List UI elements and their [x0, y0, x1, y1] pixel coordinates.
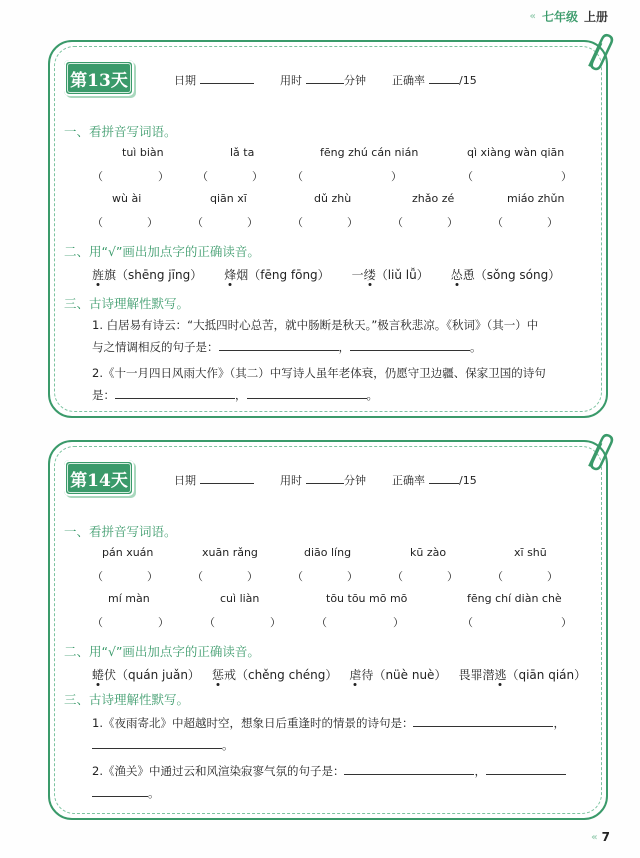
volume-label: 上册 [583, 10, 608, 24]
pinyin-item: pán xuán [102, 546, 154, 559]
answer-line[interactable] [247, 386, 367, 399]
accuracy-field[interactable] [429, 472, 459, 484]
reading-row [92, 666, 586, 683]
answer-line[interactable] [115, 386, 235, 399]
reading-item[interactable]: 一缕（liǔ lǚ） [351, 268, 429, 282]
section-1-title: 一、看拼音写词语。 [64, 124, 177, 139]
question-2: 2.《十一月四日风雨大作》（其二）中写诗人虽年老体衰，仍愿守卫边疆、保家卫国的诗句 是： ， 。 [92, 366, 546, 402]
section-2-title: 二、用“√”画出加点字的正确读音。 [64, 644, 260, 659]
accuracy-field[interactable] [429, 72, 459, 84]
reading-row [92, 266, 560, 283]
date-label: 日期 [174, 74, 196, 87]
pinyin-item: miáo zhǔn [507, 192, 565, 205]
answer-line[interactable] [413, 714, 553, 727]
page-header [530, 8, 609, 25]
pinyin-item: mí màn [108, 592, 150, 605]
section-2-title: 二、用“√”画出加点字的正确读音。 [64, 244, 260, 259]
double-chevron-icon: « [529, 11, 536, 22]
minutes-label: 分钟 [344, 474, 366, 487]
meta-row [174, 472, 477, 488]
answer-blank[interactable]: （ ） [204, 616, 281, 629]
answer-line[interactable] [219, 338, 339, 351]
date-label: 日期 [174, 474, 196, 487]
reading-item[interactable]: 惩戒（chěng chéng） [211, 668, 338, 682]
pinyin-item: zhǎo zé [412, 192, 455, 205]
pinyin-item: qì xiàng wàn qiān [467, 146, 565, 159]
pinyin-item: cuì liàn [220, 592, 260, 605]
answer-line[interactable] [344, 762, 474, 775]
answer-blank[interactable]: （ ） [192, 216, 258, 229]
section-1-title: 一、看拼音写词语。 [64, 524, 177, 539]
page-number: 7 [601, 830, 610, 844]
answer-blank[interactable]: （ ） [92, 570, 158, 583]
card-inner-border [54, 446, 602, 814]
pinyin-item: dǔ zhù [314, 192, 352, 205]
pinyin-item: kū zào [410, 546, 447, 559]
section-3-title: 三、古诗理解性默写。 [64, 296, 190, 311]
minutes-label: 分钟 [344, 74, 366, 87]
reading-item[interactable]: 畏罪潜逃（qiān qián） [458, 668, 587, 682]
pinyin-item: qiān xī [210, 192, 247, 205]
pinyin-item: fēng zhú cán nián [320, 146, 419, 159]
day-tag: 第14天 [64, 460, 134, 496]
pinyin-item: fēng chí diàn chè [467, 592, 562, 605]
paper-clip-icon [586, 430, 616, 476]
answer-blank[interactable]: （ ） [492, 216, 558, 229]
answer-blank[interactable]: （ ） [92, 170, 169, 183]
pinyin-item: wù ài [112, 192, 142, 205]
accuracy-total: /15 [459, 74, 477, 87]
answer-blank[interactable]: （ ） [492, 570, 558, 583]
answer-line[interactable] [92, 784, 148, 797]
answer-blank[interactable]: （ ） [92, 616, 169, 629]
answer-blank[interactable]: （ ） [462, 616, 572, 629]
answer-blank[interactable]: （ ） [292, 170, 402, 183]
time-label: 用时 [280, 74, 302, 87]
pinyin-item: tōu tōu mō mō [326, 592, 408, 605]
question-1: 1. 白居易有诗云：“大抵四时心总苦，就中肠断是秋天。”极言秋悲凉。《秋词》（其一）中 与之情调相反的句子是： ， 。 [92, 318, 539, 354]
question-1: 1.《夜雨寄北》中超越时空，想象日后重逢时的情景的诗句是： ， 。 [92, 716, 565, 752]
day-14-card [48, 440, 608, 820]
answer-blank[interactable]: （ ） [197, 170, 263, 183]
answer-line[interactable] [486, 762, 566, 775]
pinyin-item: diāo líng [304, 546, 352, 559]
answer-blank[interactable]: （ ） [462, 170, 572, 183]
paper-clip-icon [586, 30, 616, 76]
pinyin-item: lǎ ta [230, 146, 255, 159]
date-field[interactable] [200, 472, 254, 484]
page-footer [591, 830, 610, 844]
question-2: 2.《渔关》中通过云和风渲染寂寥气氛的句子是： ， 。 [92, 760, 592, 804]
day-tag: 第13天 [64, 60, 134, 96]
answer-blank[interactable]: （ ） [316, 616, 404, 629]
time-field[interactable] [306, 472, 344, 484]
pinyin-item: xuān rǎng [202, 546, 258, 559]
double-chevron-icon: « [591, 831, 598, 843]
answer-blank[interactable]: （ ） [92, 216, 158, 229]
day-13-card [48, 40, 608, 418]
grade-label: 七年级 [541, 10, 578, 24]
accuracy-label: 正确率 [392, 74, 425, 87]
pinyin-item: tuì biàn [122, 146, 164, 159]
reading-item[interactable]: 烽烟（fēng fōng） [224, 268, 330, 282]
reading-item[interactable]: 怂恿（sǒng sóng） [450, 268, 561, 282]
answer-blank[interactable]: （ ） [192, 570, 258, 583]
reading-item[interactable]: 蜷伏（quán juǎn） [92, 668, 200, 682]
accuracy-label: 正确率 [392, 474, 425, 487]
section-3-title: 三、古诗理解性默写。 [64, 692, 190, 707]
answer-line[interactable] [350, 338, 470, 351]
pinyin-item: xī shū [514, 546, 547, 559]
answer-blank[interactable]: （ ） [292, 570, 358, 583]
answer-blank[interactable]: （ ） [292, 216, 358, 229]
reading-item[interactable]: 旌旗（shēng jīng） [92, 268, 203, 282]
date-field[interactable] [200, 72, 254, 84]
reading-item[interactable]: 虐待（nüè nuè） [349, 668, 447, 682]
answer-blank[interactable]: （ ） [392, 570, 458, 583]
meta-row [174, 72, 477, 88]
time-label: 用时 [280, 474, 302, 487]
accuracy-total: /15 [459, 474, 477, 487]
time-field[interactable] [306, 72, 344, 84]
answer-blank[interactable]: （ ） [392, 216, 458, 229]
answer-line[interactable] [92, 736, 222, 749]
